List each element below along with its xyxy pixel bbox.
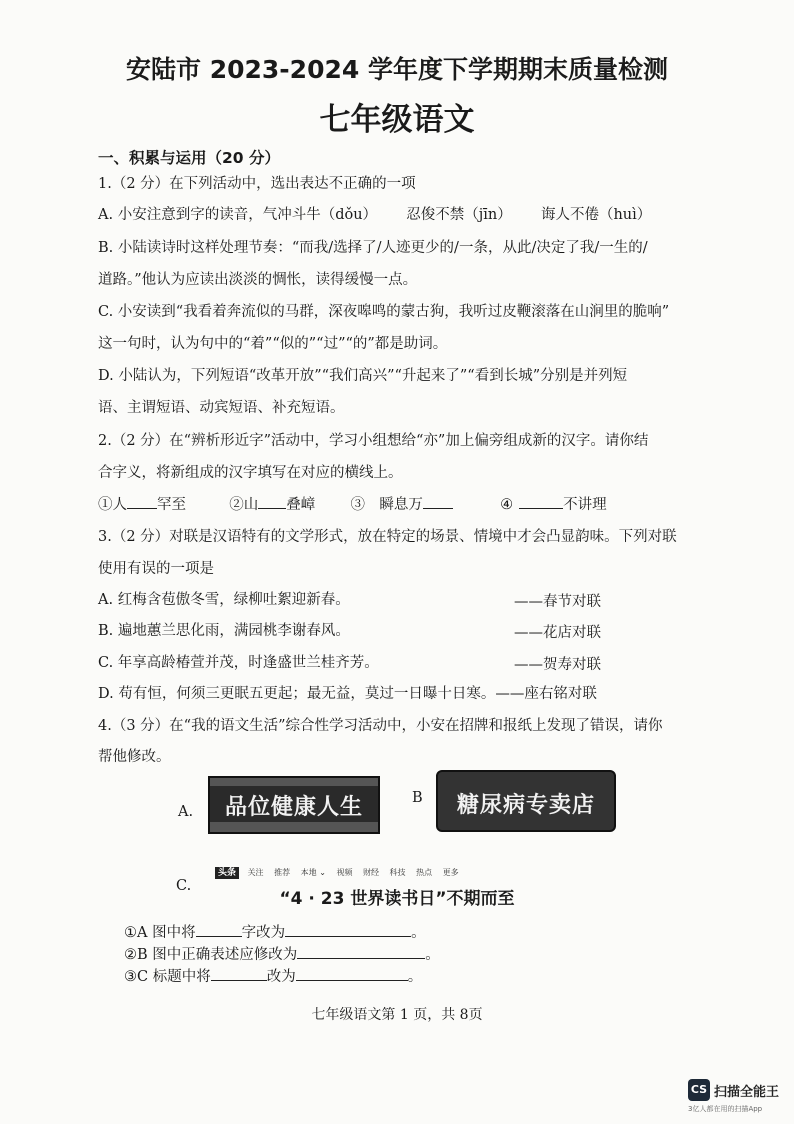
q4-blank-1b[interactable] <box>285 922 411 937</box>
q1-a-part1: A. 小安注意到字的读音，气冲斗牛（dǒu） <box>98 207 378 223</box>
q2-blank-2[interactable] <box>258 494 286 509</box>
q4-fill-3 <box>124 966 422 987</box>
nav-item: 热点 <box>416 868 433 877</box>
signboard-b-text: 糖尿病专卖店 <box>456 793 595 818</box>
nav-item: 科技 <box>389 868 406 877</box>
news-headline: “4 · 23 世界读书日”不期而至 <box>279 889 515 909</box>
nav-item: 财经 <box>363 868 379 877</box>
q4-label-b: B <box>412 790 423 806</box>
q2-blank-4[interactable] <box>519 494 563 509</box>
nav-item: 视频 <box>336 868 353 877</box>
q1-option-b-line1: B. 小陆读诗时这样处理节奏：“而我/选择了/人迹更少的/一条，从此/决定了我/一生的/ <box>98 240 648 256</box>
q2-stem-line2: 合字义，将新组成的汉字填写在对应的横线上。 <box>98 465 403 481</box>
news-app-logo: 头条 <box>215 867 239 879</box>
q4-blank-3b[interactable] <box>296 966 408 981</box>
q1-option-d-line1: D. 小陆认为，下列短语“改革开放”“我们高兴”“升起来了”“看到长城”分别是并列短 <box>98 368 628 384</box>
q4-fill-1-mid: 字改为 <box>241 925 286 941</box>
signboard-image-b <box>436 770 616 832</box>
q2-item-4-pre: ④ <box>500 497 514 513</box>
q3-option-c-attribution: ——贺寿对联 <box>514 657 601 673</box>
q2-item-2 <box>229 497 320 513</box>
q2-item-2-post: 叠嶂 <box>286 497 316 513</box>
q4-blank-1a[interactable] <box>196 922 242 937</box>
q1-stem: 1.（2 分）在下列活动中，选出表达不正确的一项 <box>98 176 416 192</box>
camscanner-logo-icon: CS <box>688 1079 710 1101</box>
signboard-image-a <box>208 776 380 834</box>
q4-blank-3a[interactable] <box>211 966 267 981</box>
q3-option-b: B. 遍地蕙兰思化雨，满园桃李谢春风。 <box>98 623 350 639</box>
q2-item-3 <box>350 497 457 513</box>
nav-item: 推荐 <box>274 868 291 877</box>
q1-option-d-line2: 语、主谓短语、动宾短语、补充短语。 <box>98 400 345 416</box>
q4-fill-2 <box>124 944 440 965</box>
q3-option-a-attribution: ——春节对联 <box>514 594 601 610</box>
watermark-name: 扫描全能王 <box>714 1085 780 1100</box>
q4-fill-3-mid: 改为 <box>266 969 296 985</box>
q3-stem-line1: 3.（2 分）对联是汉语特有的文学形式，放在特定的场景、情境中才会凸显韵味。下列对联 <box>98 529 677 545</box>
exam-subtitle: 七年级语文 <box>319 102 475 138</box>
q2-item-4 <box>500 497 607 513</box>
q1-a-part3: 诲人不倦（huì） <box>540 207 652 223</box>
q1-option-b-line2: 道路。”他认为应读出淡淡的惆怅，读得缓慢一点。 <box>98 272 418 288</box>
q2-blank-3[interactable] <box>423 494 453 509</box>
q2-item-3-pre: ③ 瞬息万 <box>350 497 423 513</box>
page-footer: 七年级语文第 1 页，共 8页 <box>311 1007 483 1023</box>
q2-item-2-pre: ②山 <box>229 497 259 513</box>
q3-option-c: C. 年享高龄椿萱并茂，时逢盛世兰桂齐芳。 <box>98 655 379 671</box>
q4-blank-2[interactable] <box>297 944 425 959</box>
q2-item-1 <box>98 497 191 513</box>
signboard-a-text: 品位健康人生 <box>224 795 363 820</box>
q4-fill-2-pre: ②B 图中正确表述应修改为 <box>124 947 298 963</box>
q4-label-a: A. <box>178 804 194 820</box>
nav-item: 更多 <box>442 868 459 877</box>
q3-stem-line2: 使用有误的一项是 <box>98 561 214 577</box>
q4-fill-1 <box>124 922 426 943</box>
section-heading: 一、积累与运用（20 分） <box>98 149 280 167</box>
q2-blank-1[interactable] <box>127 494 157 509</box>
q1-option-c-line2: 这一句时，认为句中的“着”“似的”“过”“的”都是助词。 <box>98 336 448 352</box>
q3-option-b-attribution: ——花店对联 <box>514 625 601 641</box>
q1-option-a <box>98 205 651 225</box>
q2-blanks-row <box>98 494 607 515</box>
q4-label-c: C. <box>176 878 192 894</box>
q4-stem-line2: 帮他修改。 <box>98 749 171 765</box>
nav-item: 关注 <box>247 868 264 877</box>
q4-fill-1-end: 。 <box>411 925 426 941</box>
nav-item: 本地 ⌄ <box>300 868 326 877</box>
news-app-navbar <box>215 865 467 878</box>
watermark-tagline: 3亿人都在用的扫描App <box>688 1105 763 1113</box>
q2-item-1-pre: ①人 <box>98 497 127 513</box>
q2-item-1-post: 罕至 <box>157 497 186 513</box>
q4-fill-3-pre: ③C 标题中将 <box>124 969 211 985</box>
q4-stem-line1: 4.（3 分）在“我的语文生活”综合性学习活动中，小安在招牌和报纸上发现了错误，请你 <box>98 718 663 734</box>
q1-a-part2: 忍俊不禁（jīn） <box>406 207 512 223</box>
q4-fill-1-pre: ①A 图中将 <box>124 925 196 941</box>
q4-fill-2-end: 。 <box>425 947 440 963</box>
q1-option-c-line1: C. 小安读到“我看着奔流似的马群，深夜嗥鸣的蒙古狗，我听过皮鞭滚落在山涧里的脆响” <box>98 304 670 320</box>
exam-title: 安陆市 2023-2024 学年度下学期期末质量检测 <box>126 55 668 84</box>
q3-option-d: D. 苟有恒，何须三更眠五更起；最无益，莫过一日曝十日寒。——座右铭对联 <box>98 686 597 702</box>
q2-stem-line1: 2.（2 分）在“辨析形近字”活动中，学习小组想给“亦”加上偏旁组成新的汉字。请你结 <box>98 433 649 449</box>
q3-option-a: A. 红梅含苞傲冬雪，绿柳吐絮迎新春。 <box>98 592 350 608</box>
q4-fill-3-end: 。 <box>407 969 423 985</box>
q2-item-4-post: 不讲理 <box>563 497 607 513</box>
